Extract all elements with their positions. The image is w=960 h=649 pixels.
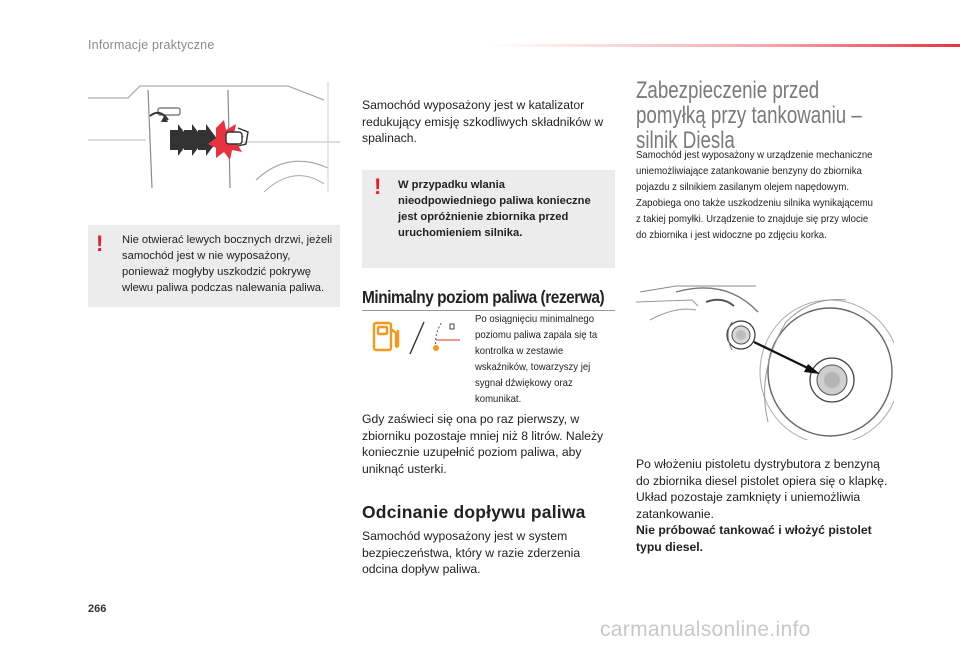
fuel-gauge-icon [433,322,460,351]
warning-box-doors [88,225,340,307]
min-fuel-heading: Minimalny poziom paliwa (rezerwa) [362,287,605,307]
misfuel-heading: Zabezpieczenie przed pomyłką przy tankowaniu – silnik Diesla [636,77,862,154]
catalyst-paragraph: Samochód wyposażony jest w katalizator redukujący emisję szkodliwych składników w spalinach. [362,98,604,145]
warning-icon: ! [374,174,382,199]
watermark-link[interactable]: carmanualsonline.info [600,618,811,641]
header-accent-bar [490,44,960,47]
warning-doors-text: Nie otwierać lewych bocznych drzwi, jeżeli samochód jest w nie wyposażony, ponieważ mogłyby uszkodzić pokrywę wlewu paliwa podczas nalewania paliwa. [122,234,333,294]
section-title: Informacje praktyczne [88,38,215,52]
separator-slash [410,322,424,354]
diesel-filler-illustration [636,282,894,440]
warning-icon: ! [96,231,104,256]
pistol-text: Po włożeniu pistoletu dystrybutora z benzyną do zbiornika diesel pistolet opiera się o klapkę. Układ pozostaje zamknięty i uniemożliwia zatankowanie. [636,457,888,521]
fuel-flap-illustration [88,80,340,192]
page-number: 266 [88,603,107,615]
pistol-bold-note: Nie próbować tankować i włożyć pistolet typu diesel. [636,523,872,554]
misfuel-paragraph: Samochód jest wyposażony w urządzenie mechaniczne uniemożliwiające zatankowanie benzyny do zbiornika pojazdu z silnikiem zasilanym olejem napędowym. Zapobiega ono także uszkodzeniu silnika wynikającemu z takiej pomyłki. Urządzenie to znajduje się przy wlocie do zbiornika i jest widoczne po zdjęciu korka. [636,150,874,241]
fuel-reserve-lamp-icons [362,312,462,360]
min-fuel-paragraph: Gdy zaświeci się ona po raz pierwszy, w zbiorniku pozostaje mniej niż 8 litrów. Należy koniecznie uzupełnić poziom paliwa, aby uniknąć usterki. [362,412,604,476]
fuel-pump-icon [374,323,398,350]
warning-box-wrong-fuel [362,170,615,268]
heading-underline [362,310,615,311]
fuel-cutoff-heading: Odcinanie dopływu paliwa [362,502,586,522]
warning-wrong-fuel-text: W przypadku wlania nieodpowiedniego paliwa konieczne jest opróżnienie zbiornika przed uruchomieniem silnika. [398,179,591,239]
fuel-cutoff-paragraph: Samochód wyposażony jest w system bezpieczeństwa, który w razie zderzenia odcina dopływ paliwa. [362,529,581,576]
pistol-paragraph [636,456,896,555]
reserve-lamp-description: Po osiągnięciu minimalnego poziomu paliwa zapala się ta kontrolka w zestawie wskaźników, towarzyszy jej sygnał dźwiękowy oraz komunikat. [475,314,598,405]
